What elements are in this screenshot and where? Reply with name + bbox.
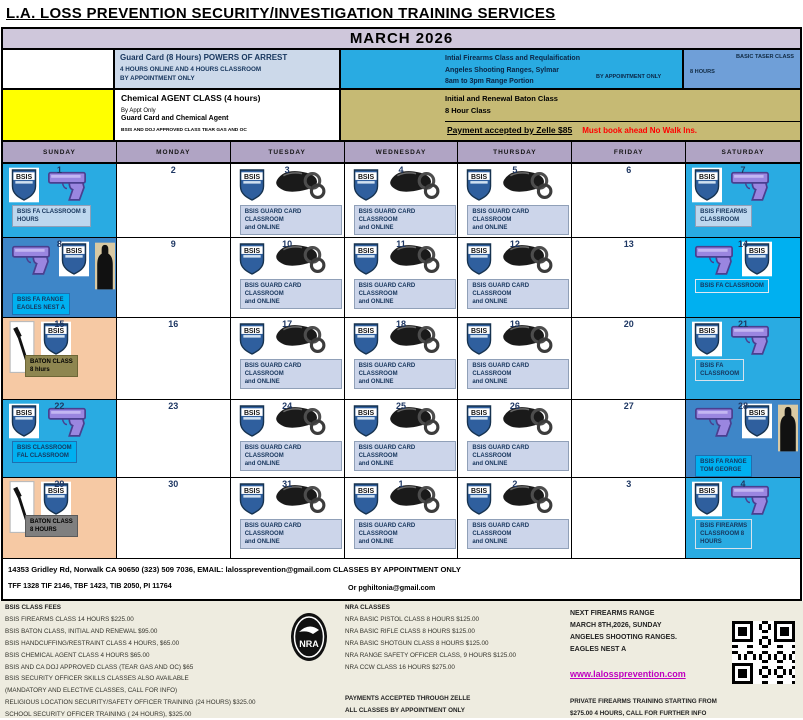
firearms-line2: Angeles Shooting Ranges, Sylmar	[445, 66, 559, 74]
calendar-cell-day-27	[572, 400, 686, 478]
class-label	[25, 515, 78, 537]
footer-info-section	[0, 601, 803, 718]
bsis-logo-icon	[692, 321, 722, 357]
svg-text:NRA: NRA	[299, 639, 319, 649]
day-number: 4	[398, 165, 404, 175]
day-number: 21	[738, 319, 749, 329]
handcuffs-icon	[273, 403, 327, 439]
svg-text:BSIS: BSIS	[357, 327, 374, 335]
calendar-cell-day-12	[458, 238, 572, 318]
firearms-line1: Intial Firearms Class and Requlaification	[445, 55, 580, 62]
bsis-logo-icon	[464, 321, 494, 357]
class-label	[240, 205, 342, 235]
svg-text:BSIS: BSIS	[47, 327, 65, 335]
class-label-line: and ONLINE	[244, 461, 280, 467]
firearms-appointment-note: BY APPOINTMENT ONLY	[596, 73, 662, 80]
next-range-heading: NEXT FIREARMS RANGE	[570, 610, 655, 617]
class-label	[467, 519, 569, 549]
pistol-icon	[728, 321, 772, 355]
day-of-week-header-row	[3, 142, 800, 164]
class-label	[467, 359, 569, 389]
class-label	[240, 279, 342, 309]
day-number: 14	[738, 239, 749, 249]
class-label-line: BSIS GUARD CARD CLASSROOM	[472, 445, 530, 459]
baton-info-block	[341, 90, 800, 142]
day-number: 27	[623, 401, 634, 411]
class-label-line: BSIS GUARD CARD CLASSROOM	[358, 523, 416, 537]
calendar-cell-day-7	[686, 164, 800, 238]
nra-item: NRA CCW CLASS 16 HOURS $275.00	[345, 663, 455, 671]
calendar-cell-day-1	[345, 478, 459, 559]
class-label-line: BATON CLASS	[30, 359, 73, 365]
day-number: 6	[626, 165, 632, 175]
class-label-line: and ONLINE	[244, 225, 280, 231]
calendar-cell-day-30	[117, 478, 231, 559]
calendar-week-row	[3, 478, 800, 559]
calendar-cell-day-19	[458, 318, 572, 400]
class-label	[12, 205, 91, 227]
chemical-line3: BSIS AND DOJ APPROVED CLASS TEAR GAS AND OC	[121, 128, 247, 133]
nra-heading: NRA CLASSES	[345, 604, 390, 611]
svg-text:BSIS: BSIS	[243, 173, 260, 181]
svg-text:BSIS: BSIS	[471, 247, 488, 255]
calendar-cell-day-4	[345, 164, 459, 238]
header-row-top	[3, 50, 800, 90]
calendar-cell-day-18	[345, 318, 459, 400]
day-number: 31	[282, 479, 293, 489]
chemical-line2: Guard Card and Chemical Agent	[121, 115, 229, 122]
day-number: 3	[626, 479, 632, 489]
guard-card-info-block	[115, 50, 341, 90]
address-bar	[3, 559, 800, 599]
svg-text:BSIS: BSIS	[357, 173, 374, 181]
bsis-logo-icon	[9, 167, 39, 203]
fee-item: BSIS FIREARMS CLASS 14 HOURS $225.00	[5, 615, 134, 623]
day-number: 25	[395, 401, 406, 411]
day-number: 1	[398, 479, 404, 489]
svg-text:BSIS: BSIS	[357, 409, 374, 417]
class-label-line: and ONLINE	[358, 461, 394, 467]
day-number: 28	[738, 401, 749, 411]
day-number: 24	[282, 401, 293, 411]
day-number: 2	[512, 479, 518, 489]
calendar-week-row	[3, 318, 800, 400]
svg-text:BSIS: BSIS	[699, 173, 716, 181]
day-number: 5	[512, 165, 518, 175]
class-label	[354, 279, 456, 309]
svg-text:BSIS: BSIS	[471, 409, 488, 417]
pistol-icon	[692, 403, 736, 437]
svg-text:BSIS: BSIS	[243, 327, 260, 335]
guard-card-line2: BY APPOINTMENT ONLY	[120, 74, 195, 82]
bsis-logo-icon	[237, 321, 267, 357]
bsis-logo-icon	[464, 403, 494, 439]
calendar-cell-day-13	[572, 238, 686, 318]
bsis-logo-icon	[237, 167, 267, 203]
handcuffs-icon	[500, 241, 554, 277]
calendar-cell-day-8	[3, 238, 117, 318]
svg-text:BSIS: BSIS	[699, 487, 716, 495]
handcuffs-icon	[387, 403, 441, 439]
bsis-logo-icon	[237, 241, 267, 277]
license-numbers: TFF 1328 TIF 2146, TBF 1423, TIB 2050, PI 11764	[8, 581, 172, 590]
day-header-friday: FRIDAY	[572, 142, 686, 162]
day-number: 7	[740, 165, 746, 175]
class-label-line: and ONLINE	[358, 379, 394, 385]
class-label-line: BSIS GUARD CARD CLASSROOM	[358, 209, 416, 223]
calendar-cell-day-21	[686, 318, 800, 400]
bsis-logo-icon	[56, 239, 89, 277]
class-label	[695, 519, 752, 549]
handcuffs-icon	[500, 403, 554, 439]
class-label-line: and ONLINE	[472, 461, 508, 467]
svg-text:BSIS: BSIS	[243, 247, 260, 255]
bsis-logo-icon	[464, 481, 494, 517]
header-row-bottom	[3, 90, 800, 142]
fee-item: BSIS BATON CLASS, INITIAL AND RENEWAL $95.00	[5, 627, 158, 635]
class-label	[354, 205, 456, 235]
taser-info-block	[684, 50, 800, 90]
calendar-week-row	[3, 164, 800, 238]
blank-cell	[3, 50, 115, 90]
chemical-agent-info-block	[115, 90, 341, 142]
svg-text:BSIS: BSIS	[243, 409, 260, 417]
bsis-fees-column	[5, 602, 256, 720]
fee-item: (MANDATORY AND ELECTIVE CLASSES, CALL FOR INFO)	[5, 687, 178, 695]
calendar-cell-day-11	[345, 238, 459, 318]
day-number: 23	[168, 401, 179, 411]
class-label-line: BSIS FIREARMS	[700, 523, 748, 529]
day-header-sunday: SUNDAY	[3, 142, 117, 162]
bsis-logo-icon	[351, 167, 381, 203]
pistol-icon	[728, 481, 772, 515]
calendar-cell-day-17	[231, 318, 345, 400]
fee-item: RELIGIOUS LOCATION SECURITY/SAFETY OFFICER TRAINING (24 HOURS) $325.00	[5, 699, 256, 707]
calendar-cell-day-5	[458, 164, 572, 238]
day-header-monday: MONDAY	[117, 142, 231, 162]
class-label	[695, 279, 769, 293]
alt-email: Or pghiltonia@gmail.com	[348, 583, 436, 592]
handcuffs-icon	[387, 167, 441, 203]
calendar-cell-day-28	[686, 400, 800, 478]
day-header-thursday: THURSDAY	[458, 142, 572, 162]
booking-warning: Must book ahead No Walk Ins.	[582, 126, 698, 135]
private-training-line1: PRIVATE FIREARMS TRAINING STARTING FROM	[570, 698, 717, 705]
handcuffs-icon	[273, 241, 327, 277]
target-icon	[778, 403, 798, 453]
next-range-area: EAGLES NEST A	[570, 646, 627, 653]
class-label-line: BSIS CLASSROOM	[17, 445, 72, 451]
class-label	[240, 359, 342, 389]
handcuffs-icon	[387, 481, 441, 517]
bsis-logo-icon	[692, 481, 722, 517]
svg-text:BSIS: BSIS	[47, 487, 65, 495]
calendar-cell-day-31	[231, 478, 345, 559]
zelle-payment-note: PAYMENTS ACCEPTED THROUGH ZELLE	[345, 695, 471, 703]
calendar-week-row	[3, 400, 800, 478]
bsis-logo-icon	[464, 241, 494, 277]
day-number: 2	[170, 165, 176, 175]
fee-item: BSIS HANDCUFFING/RESTRAINT CLASS 4 HOURS, $65.00	[5, 639, 180, 647]
day-number: 17	[282, 319, 293, 329]
class-label	[695, 455, 751, 477]
bsis-logo-icon	[464, 167, 494, 203]
fee-item: BSIS AND CA DOJ APPROVED CLASS (TEAR GAS AND OC) $65	[5, 663, 194, 671]
class-label-line: BSIS FA RANGE	[17, 297, 64, 303]
class-label-line: and ONLINE	[358, 539, 394, 545]
day-number: 13	[623, 239, 634, 249]
class-label-line: BSIS GUARD CARD CLASSROOM	[472, 523, 530, 537]
qr-code	[732, 621, 795, 684]
private-training-line2: $275.00 4 HOURS, CALL FOR FURTHER INFO	[570, 710, 707, 717]
day-header-tuesday: TUESDAY	[231, 142, 345, 162]
class-label	[354, 441, 456, 471]
month-header: MARCH 2026	[3, 29, 800, 50]
handcuffs-icon	[273, 481, 327, 517]
fee-item: BSIS SECURITY OFFICER SKILLS CLASSES ALSO AVAILABLE	[5, 675, 189, 683]
svg-text:BSIS: BSIS	[471, 173, 488, 181]
class-label-line: CLASSROOM 8	[700, 531, 745, 537]
nra-item: NRA BASIC SHOTGUN CLASS 8 HOURS $125.00	[345, 639, 489, 647]
svg-text:BSIS: BSIS	[243, 487, 260, 495]
class-label-line: and ONLINE	[472, 379, 508, 385]
target-icon	[95, 241, 115, 291]
handcuffs-icon	[500, 481, 554, 517]
nra-item: NRA BASIC PISTOL CLASS 8 HOURS $125.00	[345, 615, 480, 623]
class-label-line: HOURS	[700, 539, 722, 545]
payment-note: Payment accepted by Zelle $85	[447, 125, 573, 135]
class-label	[12, 293, 70, 315]
day-number: 3	[284, 165, 290, 175]
nra-items	[345, 614, 516, 674]
calendar-cell-day-25	[345, 400, 459, 478]
calendar-cell-day-2	[458, 478, 572, 559]
pistol-icon	[692, 241, 736, 275]
baton-line1: Initial and Renewal Baton Class	[445, 94, 558, 103]
pistol-icon	[45, 403, 89, 437]
taser-title: BASIC TASER CLASS	[735, 54, 794, 60]
nra-item: NRA RANGE SAFETY OFFICER CLASS, 9 HOURS $125.00	[345, 651, 517, 659]
calendar-sheet	[1, 27, 802, 601]
bsis-fees-heading: BSIS CLASS FEES	[5, 604, 61, 611]
chemical-line1: By Appt Only	[121, 108, 156, 114]
day-number: 22	[54, 401, 65, 411]
day-number: 18	[395, 319, 406, 329]
svg-text:BSIS: BSIS	[699, 327, 716, 335]
pistol-icon	[728, 167, 772, 201]
guard-card-line1: 4 HOURS ONLINE AND 4 HOURS CLASSROOM	[120, 66, 262, 73]
bsis-logo-icon	[692, 167, 722, 203]
payment-row	[445, 121, 800, 140]
bsis-logo-icon	[237, 403, 267, 439]
class-label-line: BSIS GUARD CARD CLASSROOM	[472, 363, 530, 377]
calendar-cell-day-10	[231, 238, 345, 318]
firearms-info-block	[341, 50, 684, 90]
calendar-cell-day-9	[117, 238, 231, 318]
class-label-line: EAGLES NEST A	[17, 305, 66, 311]
calendar-cell-day-24	[231, 400, 345, 478]
handcuffs-icon	[273, 321, 327, 357]
calendar-cell-day-16	[117, 318, 231, 400]
baton-line2: 8 Hour Class	[445, 106, 491, 115]
bsis-logo-icon	[351, 321, 381, 357]
nra-classes-column	[345, 602, 516, 717]
day-number: 19	[509, 319, 520, 329]
calendar-cell-day-15	[3, 318, 117, 400]
handcuffs-icon	[387, 321, 441, 357]
day-number: 8	[56, 239, 62, 249]
day-number: 15	[54, 319, 65, 329]
calendar-cell-day-22	[3, 400, 117, 478]
class-label-line: BSIS GUARD CARD CLASSROOM	[244, 283, 302, 297]
class-label-line: BSIS FA CLASSROOM 8	[17, 209, 86, 215]
next-range-date: MARCH 8TH,2026, SUNDAY	[570, 622, 662, 629]
class-label-line: BSIS FA	[700, 363, 724, 369]
calendar-cell-day-2	[117, 164, 231, 238]
calendar-cell-day-29	[3, 478, 117, 559]
class-label-line: and ONLINE	[244, 379, 280, 385]
bsis-logo-icon	[237, 481, 267, 517]
class-label	[12, 441, 77, 463]
class-label	[695, 359, 744, 381]
class-label-line: FAL CLASSROOM	[17, 453, 69, 459]
day-number: 1	[56, 165, 62, 175]
bsis-logo-icon	[351, 481, 381, 517]
class-label-line: and ONLINE	[472, 539, 508, 545]
day-number: 10	[282, 239, 293, 249]
calendar-cell-day-1	[3, 164, 117, 238]
svg-text:BSIS: BSIS	[357, 487, 374, 495]
pistol-icon	[45, 167, 89, 201]
class-label-line: BSIS FA CLASSROOM	[700, 283, 764, 289]
fee-item: SCHOOL SECURITY OFFICER TRAINING ( 24 HOURS), $325.00	[5, 711, 192, 719]
class-label-line: BSIS GUARD CARD CLASSROOM	[358, 363, 416, 377]
class-label-line: BSIS GUARD CARD CLASSROOM	[244, 363, 302, 377]
class-label-line: and ONLINE	[244, 299, 280, 305]
class-label-line: BSIS FA RANGE	[700, 459, 747, 465]
class-label-line: and ONLINE	[472, 299, 508, 305]
day-header-saturday: SATURDAY	[686, 142, 800, 162]
address-line: 14353 Gridley Rd, Norwalk CA 90650 (323) 509 7036, EMAIL: lalossprevention@gmail.com CLASSES BY APPOINTMENT ONLY	[8, 565, 461, 574]
class-label-line: BSIS GUARD CARD CLASSROOM	[472, 209, 530, 223]
class-label-line: and ONLINE	[244, 539, 280, 545]
guard-card-title: Guard Card (8 Hours) POWERS OF ARREST	[120, 53, 288, 62]
fee-item: BSIS CHEMICAL AGENT CLASS 4 HOURS $65.00	[5, 651, 150, 659]
class-label-line: and ONLINE	[358, 225, 394, 231]
nra-instructor-logo-icon	[289, 611, 329, 663]
class-label-line: and ONLINE	[472, 225, 508, 231]
class-label	[354, 519, 456, 549]
handcuffs-icon	[387, 241, 441, 277]
day-number: 26	[509, 401, 520, 411]
next-range-location: ANGELES SHOOTING RANGES.	[570, 634, 677, 641]
day-number: 11	[396, 239, 406, 249]
yellow-cell	[3, 90, 115, 142]
class-label-line: BSIS FIREARMS	[700, 209, 748, 215]
class-label-line: 8 HOURS	[30, 527, 57, 533]
svg-text:BSIS: BSIS	[749, 409, 766, 417]
class-label-line: BSIS GUARD CARD CLASSROOM	[472, 283, 530, 297]
class-label	[25, 355, 78, 377]
calendar-week-row	[3, 238, 800, 318]
class-label-line: CLASSROOM	[700, 371, 740, 377]
class-label-line: HOURS	[17, 217, 39, 223]
class-label	[240, 519, 342, 549]
class-label-line: BSIS GUARD CARD CLASSROOM	[244, 523, 302, 537]
class-label	[240, 441, 342, 471]
class-label	[467, 279, 569, 309]
class-label-line: BSIS GUARD CARD CLASSROOM	[358, 445, 416, 459]
class-label	[467, 205, 569, 235]
class-label-line: 8 hlurs	[30, 367, 50, 373]
page-title: L.A. LOSS PREVENTION SECURITY/INVESTIGATION TRAINING SERVICES	[6, 5, 556, 22]
class-label-line: BATON CLASS	[30, 519, 73, 525]
calendar-cell-day-3	[231, 164, 345, 238]
calendar-cell-day-6	[572, 164, 686, 238]
day-header-wednesday: WEDNESDAY	[345, 142, 459, 162]
day-number: 9	[170, 239, 176, 249]
class-label	[467, 441, 569, 471]
handcuffs-icon	[500, 321, 554, 357]
class-label-line: BSIS GUARD CARD CLASSROOM	[244, 445, 302, 459]
bsis-logo-icon	[9, 403, 39, 439]
bsis-logo-icon	[351, 403, 381, 439]
day-number: 16	[168, 319, 179, 329]
class-label	[695, 205, 752, 227]
svg-text:BSIS: BSIS	[357, 247, 374, 255]
handcuffs-icon	[500, 167, 554, 203]
calendar-cell-day-4	[686, 478, 800, 559]
class-label-line: BSIS GUARD CARD CLASSROOM	[358, 283, 416, 297]
website-link[interactable]: www.lalossprevention.com	[570, 669, 686, 679]
svg-text:BSIS: BSIS	[749, 247, 766, 255]
day-number: 29	[54, 479, 65, 489]
calendar-cell-day-14	[686, 238, 800, 318]
day-number: 30	[168, 479, 179, 489]
handcuffs-icon	[273, 167, 327, 203]
svg-text:BSIS: BSIS	[15, 409, 33, 417]
bsis-logo-icon	[351, 241, 381, 277]
nra-item: NRA BASIC RIFLE CLASS 8 HOURS $125.00	[345, 627, 475, 635]
day-number: 20	[623, 319, 634, 329]
day-number: 4	[740, 479, 746, 489]
class-label-line: CLASSROOM	[700, 217, 740, 223]
svg-text:BSIS: BSIS	[471, 487, 488, 495]
calendar-cell-day-3	[572, 478, 686, 559]
class-label-line: and ONLINE	[358, 299, 394, 305]
class-label-line: BSIS GUARD CARD CLASSROOM	[244, 209, 302, 223]
chemical-title: Chemical AGENT CLASS (4 hours)	[121, 93, 261, 103]
pistol-icon	[9, 241, 53, 275]
appointment-only-note: ALL CLASSES BY APPOINTMENT ONLY	[345, 707, 466, 715]
calendar-cell-day-26	[458, 400, 572, 478]
class-label	[354, 359, 456, 389]
calendar-cell-day-23	[117, 400, 231, 478]
svg-text:BSIS: BSIS	[471, 327, 488, 335]
firearms-line3: 8am to 3pm Range Portion	[445, 76, 534, 90]
svg-text:BSIS: BSIS	[65, 247, 83, 255]
class-label-line: TOM GEORGE	[700, 467, 742, 473]
taser-hours: 8 HOURS	[690, 69, 715, 75]
day-number: 12	[509, 239, 520, 249]
next-range-column	[570, 608, 717, 720]
calendar-grid	[3, 164, 800, 559]
calendar-cell-day-20	[572, 318, 686, 400]
svg-text:BSIS: BSIS	[15, 173, 33, 181]
